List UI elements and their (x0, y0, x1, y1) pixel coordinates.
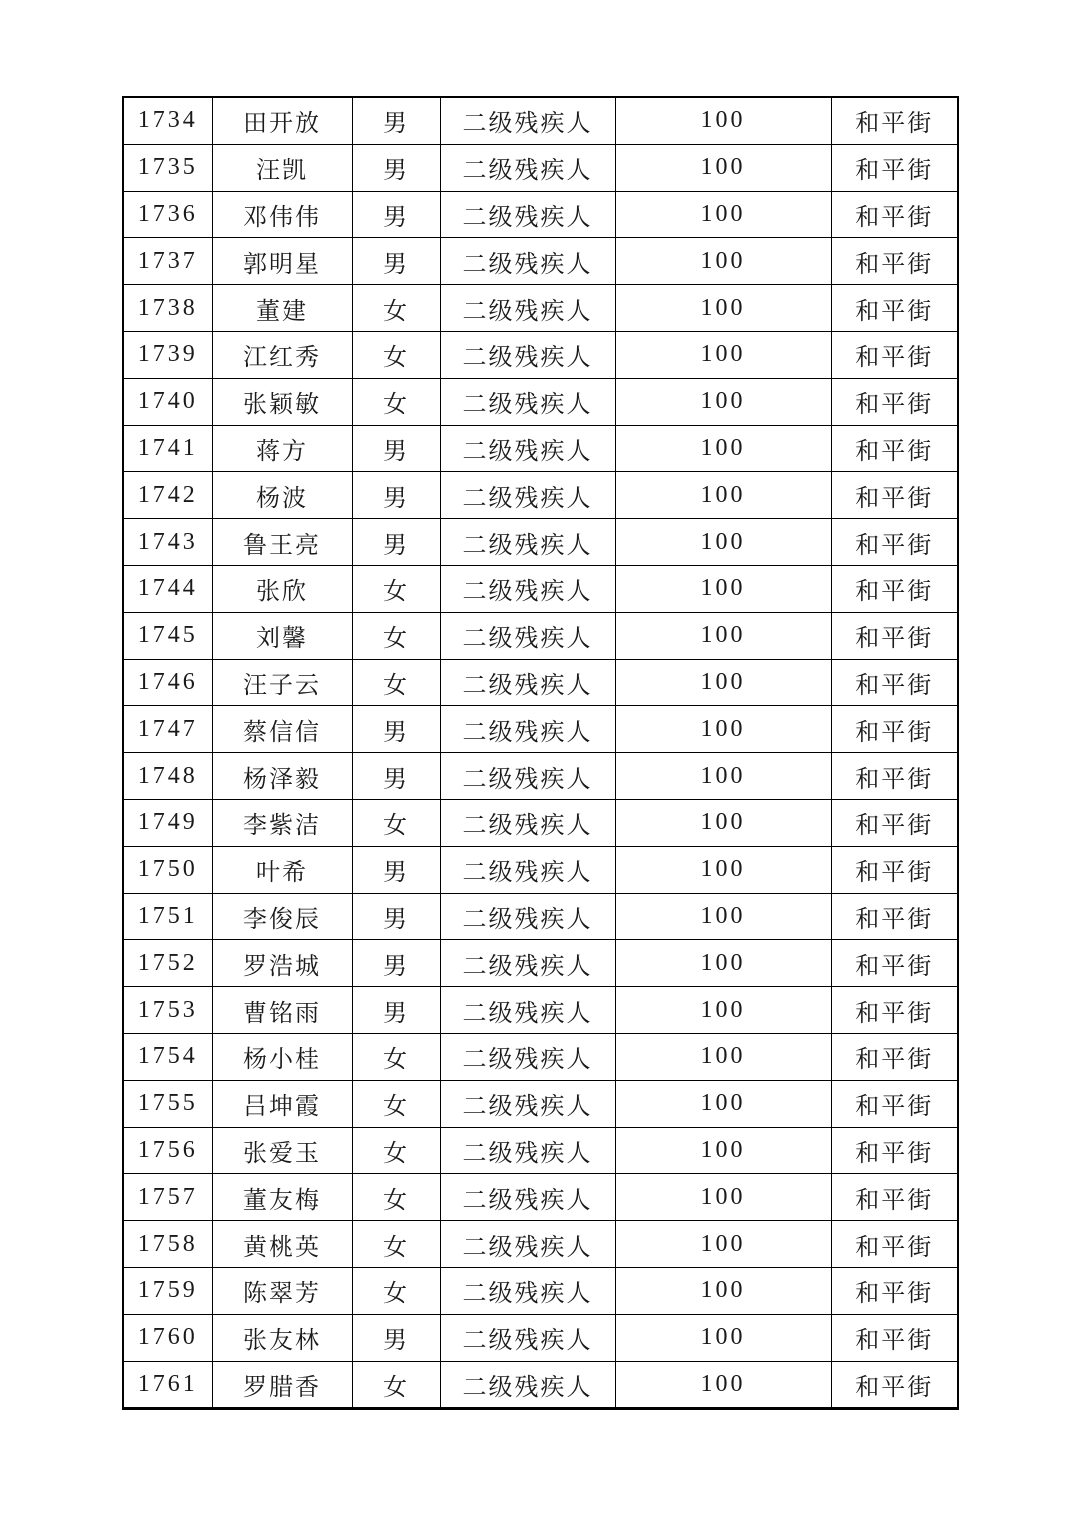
serial-cell: 1758 (123, 1221, 212, 1268)
category-cell: 二级残疾人 (440, 565, 615, 612)
street-cell: 和平街 (831, 987, 958, 1034)
street-cell: 和平街 (831, 940, 958, 987)
table-row (123, 893, 958, 940)
gender-cell: 女 (352, 565, 440, 612)
gender-cell: 男 (352, 940, 440, 987)
table-row (123, 799, 958, 846)
table-row (123, 378, 958, 425)
category-cell: 二级残疾人 (440, 1033, 615, 1080)
name-cell: 张欣 (212, 565, 352, 612)
name-cell: 罗腊香 (212, 1361, 352, 1409)
category-cell: 二级残疾人 (440, 799, 615, 846)
street-cell: 和平街 (831, 1314, 958, 1361)
category-cell: 二级残疾人 (440, 144, 615, 191)
gender-cell: 男 (352, 706, 440, 753)
street-cell: 和平街 (831, 753, 958, 800)
name-cell: 杨泽毅 (212, 753, 352, 800)
amount-cell: 100 (615, 846, 831, 893)
amount-cell: 100 (615, 612, 831, 659)
gender-cell: 男 (352, 144, 440, 191)
table-row (123, 425, 958, 472)
serial-cell: 1744 (123, 565, 212, 612)
beneficiary-table (122, 96, 959, 1410)
amount-cell: 100 (615, 1174, 831, 1221)
category-cell: 二级残疾人 (440, 940, 615, 987)
serial-cell: 1747 (123, 706, 212, 753)
serial-cell: 1734 (123, 97, 212, 144)
street-cell: 和平街 (831, 285, 958, 332)
gender-cell: 女 (352, 1080, 440, 1127)
beneficiary-table-body (123, 97, 958, 1409)
street-cell: 和平街 (831, 472, 958, 519)
gender-cell: 男 (352, 987, 440, 1034)
street-cell: 和平街 (831, 1033, 958, 1080)
name-cell: 叶希 (212, 846, 352, 893)
serial-cell: 1756 (123, 1127, 212, 1174)
name-cell: 蒋方 (212, 425, 352, 472)
gender-cell: 女 (352, 659, 440, 706)
name-cell: 董建 (212, 285, 352, 332)
amount-cell: 100 (615, 753, 831, 800)
category-cell: 二级残疾人 (440, 285, 615, 332)
name-cell: 郭明星 (212, 238, 352, 285)
gender-cell: 男 (352, 238, 440, 285)
amount-cell: 100 (615, 425, 831, 472)
street-cell: 和平街 (831, 191, 958, 238)
name-cell: 鲁王亮 (212, 519, 352, 566)
category-cell: 二级残疾人 (440, 191, 615, 238)
street-cell: 和平街 (831, 893, 958, 940)
gender-cell: 男 (352, 893, 440, 940)
street-cell: 和平街 (831, 659, 958, 706)
amount-cell: 100 (615, 472, 831, 519)
street-cell: 和平街 (831, 331, 958, 378)
name-cell: 田开放 (212, 97, 352, 144)
serial-cell: 1753 (123, 987, 212, 1034)
serial-cell: 1738 (123, 285, 212, 332)
amount-cell: 100 (615, 331, 831, 378)
table-row (123, 238, 958, 285)
serial-cell: 1751 (123, 893, 212, 940)
gender-cell: 女 (352, 1174, 440, 1221)
street-cell: 和平街 (831, 1267, 958, 1314)
amount-cell: 100 (615, 987, 831, 1034)
amount-cell: 100 (615, 144, 831, 191)
table-row (123, 565, 958, 612)
amount-cell: 100 (615, 893, 831, 940)
name-cell: 李俊辰 (212, 893, 352, 940)
amount-cell: 100 (615, 799, 831, 846)
table-row (123, 1127, 958, 1174)
serial-cell: 1736 (123, 191, 212, 238)
table-row (123, 706, 958, 753)
category-cell: 二级残疾人 (440, 1267, 615, 1314)
category-cell: 二级残疾人 (440, 846, 615, 893)
amount-cell: 100 (615, 1221, 831, 1268)
amount-cell: 100 (615, 519, 831, 566)
serial-cell: 1740 (123, 378, 212, 425)
serial-cell: 1748 (123, 753, 212, 800)
street-cell: 和平街 (831, 97, 958, 144)
serial-cell: 1746 (123, 659, 212, 706)
gender-cell: 男 (352, 753, 440, 800)
street-cell: 和平街 (831, 706, 958, 753)
category-cell: 二级残疾人 (440, 1314, 615, 1361)
street-cell: 和平街 (831, 378, 958, 425)
amount-cell: 100 (615, 1127, 831, 1174)
table-row (123, 659, 958, 706)
amount-cell: 100 (615, 1033, 831, 1080)
category-cell: 二级残疾人 (440, 1127, 615, 1174)
category-cell: 二级残疾人 (440, 1361, 615, 1409)
name-cell: 罗浩城 (212, 940, 352, 987)
name-cell: 刘馨 (212, 612, 352, 659)
street-cell: 和平街 (831, 846, 958, 893)
street-cell: 和平街 (831, 565, 958, 612)
gender-cell: 男 (352, 846, 440, 893)
amount-cell: 100 (615, 659, 831, 706)
amount-cell: 100 (615, 285, 831, 332)
gender-cell: 男 (352, 425, 440, 472)
table-row (123, 472, 958, 519)
serial-cell: 1735 (123, 144, 212, 191)
table-row (123, 846, 958, 893)
amount-cell: 100 (615, 191, 831, 238)
name-cell: 蔡信信 (212, 706, 352, 753)
category-cell: 二级残疾人 (440, 1080, 615, 1127)
gender-cell: 男 (352, 191, 440, 238)
street-cell: 和平街 (831, 1361, 958, 1409)
gender-cell: 男 (352, 1314, 440, 1361)
street-cell: 和平街 (831, 425, 958, 472)
amount-cell: 100 (615, 565, 831, 612)
street-cell: 和平街 (831, 519, 958, 566)
serial-cell: 1737 (123, 238, 212, 285)
name-cell: 董友梅 (212, 1174, 352, 1221)
category-cell: 二级残疾人 (440, 706, 615, 753)
table-row (123, 97, 958, 144)
table-row (123, 1221, 958, 1268)
gender-cell: 女 (352, 331, 440, 378)
category-cell: 二级残疾人 (440, 753, 615, 800)
table-row (123, 987, 958, 1034)
name-cell: 陈翠芳 (212, 1267, 352, 1314)
category-cell: 二级残疾人 (440, 331, 615, 378)
street-cell: 和平街 (831, 1080, 958, 1127)
gender-cell: 男 (352, 472, 440, 519)
serial-cell: 1759 (123, 1267, 212, 1314)
amount-cell: 100 (615, 238, 831, 285)
name-cell: 张爱玉 (212, 1127, 352, 1174)
amount-cell: 100 (615, 1314, 831, 1361)
name-cell: 张友林 (212, 1314, 352, 1361)
category-cell: 二级残疾人 (440, 238, 615, 285)
name-cell: 黄桃英 (212, 1221, 352, 1268)
street-cell: 和平街 (831, 1221, 958, 1268)
amount-cell: 100 (615, 706, 831, 753)
table-row (123, 285, 958, 332)
category-cell: 二级残疾人 (440, 659, 615, 706)
name-cell: 杨小桂 (212, 1033, 352, 1080)
serial-cell: 1755 (123, 1080, 212, 1127)
category-cell: 二级残疾人 (440, 425, 615, 472)
table-row (123, 1033, 958, 1080)
street-cell: 和平街 (831, 1127, 958, 1174)
name-cell: 杨波 (212, 472, 352, 519)
gender-cell: 女 (352, 1033, 440, 1080)
category-cell: 二级残疾人 (440, 472, 615, 519)
gender-cell: 女 (352, 1127, 440, 1174)
table-row (123, 1361, 958, 1409)
category-cell: 二级残疾人 (440, 378, 615, 425)
amount-cell: 100 (615, 940, 831, 987)
amount-cell: 100 (615, 1361, 831, 1409)
gender-cell: 女 (352, 799, 440, 846)
table-row (123, 144, 958, 191)
street-cell: 和平街 (831, 799, 958, 846)
category-cell: 二级残疾人 (440, 97, 615, 144)
street-cell: 和平街 (831, 1174, 958, 1221)
serial-cell: 1743 (123, 519, 212, 566)
gender-cell: 女 (352, 612, 440, 659)
serial-cell: 1750 (123, 846, 212, 893)
gender-cell: 女 (352, 1267, 440, 1314)
category-cell: 二级残疾人 (440, 519, 615, 566)
gender-cell: 男 (352, 519, 440, 566)
category-cell: 二级残疾人 (440, 612, 615, 659)
table-row (123, 940, 958, 987)
category-cell: 二级残疾人 (440, 987, 615, 1034)
serial-cell: 1757 (123, 1174, 212, 1221)
name-cell: 汪子云 (212, 659, 352, 706)
street-cell: 和平街 (831, 144, 958, 191)
amount-cell: 100 (615, 1080, 831, 1127)
table-row (123, 1267, 958, 1314)
name-cell: 邓伟伟 (212, 191, 352, 238)
name-cell: 江红秀 (212, 331, 352, 378)
table-row (123, 1080, 958, 1127)
serial-cell: 1741 (123, 425, 212, 472)
table-row (123, 191, 958, 238)
category-cell: 二级残疾人 (440, 1221, 615, 1268)
serial-cell: 1749 (123, 799, 212, 846)
name-cell: 汪凯 (212, 144, 352, 191)
name-cell: 张颖敏 (212, 378, 352, 425)
gender-cell: 女 (352, 1361, 440, 1409)
name-cell: 曹铭雨 (212, 987, 352, 1034)
table-row (123, 1174, 958, 1221)
name-cell: 吕坤霞 (212, 1080, 352, 1127)
table-row (123, 1314, 958, 1361)
serial-cell: 1754 (123, 1033, 212, 1080)
table-row (123, 753, 958, 800)
serial-cell: 1760 (123, 1314, 212, 1361)
amount-cell: 100 (615, 1267, 831, 1314)
serial-cell: 1752 (123, 940, 212, 987)
table-row (123, 519, 958, 566)
gender-cell: 女 (352, 285, 440, 332)
serial-cell: 1745 (123, 612, 212, 659)
category-cell: 二级残疾人 (440, 893, 615, 940)
table-row (123, 331, 958, 378)
amount-cell: 100 (615, 378, 831, 425)
serial-cell: 1742 (123, 472, 212, 519)
street-cell: 和平街 (831, 238, 958, 285)
gender-cell: 男 (352, 97, 440, 144)
gender-cell: 女 (352, 1221, 440, 1268)
serial-cell: 1761 (123, 1361, 212, 1409)
serial-cell: 1739 (123, 331, 212, 378)
amount-cell: 100 (615, 97, 831, 144)
street-cell: 和平街 (831, 612, 958, 659)
gender-cell: 女 (352, 378, 440, 425)
name-cell: 李紫洁 (212, 799, 352, 846)
category-cell: 二级残疾人 (440, 1174, 615, 1221)
table-row (123, 612, 958, 659)
